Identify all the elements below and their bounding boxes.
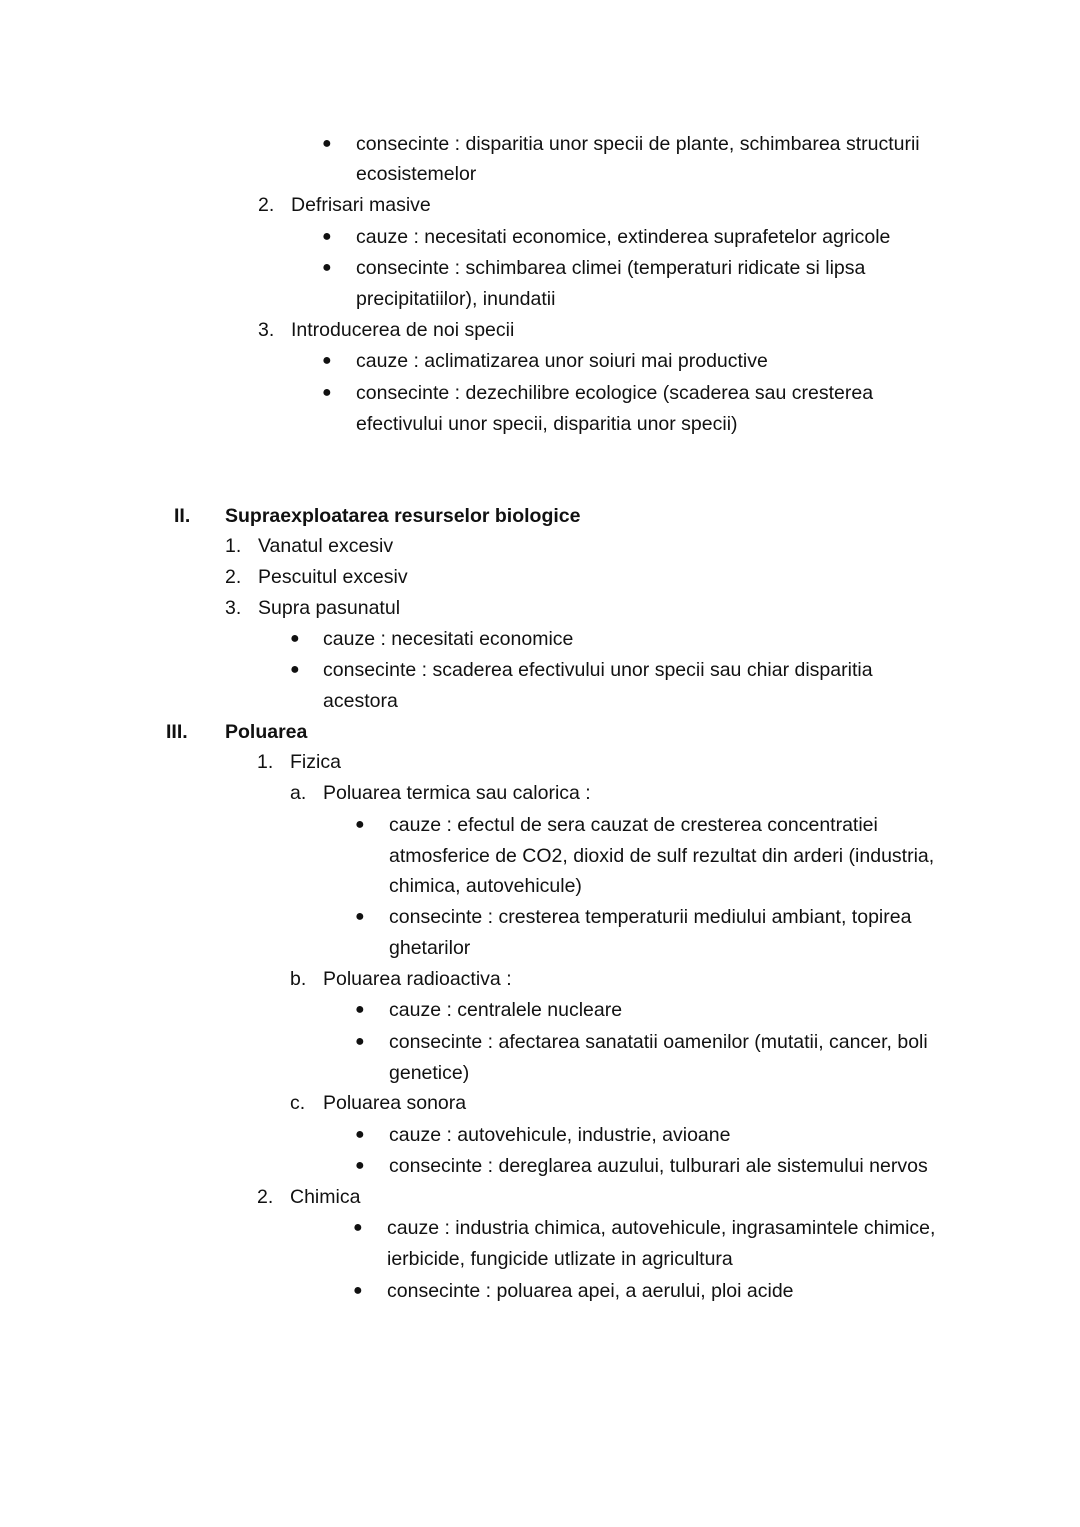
bullet-icon: ● — [355, 1033, 365, 1050]
cause-line: cauze : aclimatizarea unor soiuri mai productive — [356, 350, 768, 372]
section-title: Supraexploatarea resurselor biologice — [225, 505, 581, 527]
subitem-title: Poluarea sonora — [323, 1092, 467, 1114]
consequence-line: efectivului unor specii, disparitia unor specii) — [356, 413, 738, 435]
bullet-icon: ● — [290, 661, 300, 678]
cause-line: chimica, autovehicule) — [389, 875, 582, 897]
cause-line: cauze : centralele nucleare — [389, 999, 623, 1021]
bullet-icon: ● — [322, 259, 332, 276]
cause-line: cauze : necesitati economice, extinderea suprafetelor agricole — [356, 226, 891, 248]
cause-line: cauze : efectul de sera cauzat de cresterea concentratiei — [389, 814, 878, 836]
item-title: Introducerea de noi specii — [291, 319, 515, 341]
consequence-line: consecinte : cresterea temperaturii mediului ambiant, topirea — [389, 906, 912, 928]
bullet-icon: ● — [355, 816, 365, 833]
section-number: III. — [166, 721, 188, 743]
item-number: 2. — [257, 1186, 274, 1208]
consequence-line: consecinte : poluarea apei, a aerului, ploi acide — [387, 1280, 794, 1302]
subitem-title: Poluarea radioactiva : — [323, 968, 512, 990]
bullet-icon: ● — [355, 908, 365, 925]
bullet-icon: ● — [322, 135, 332, 152]
cause-line: cauze : necesitati economice — [323, 628, 574, 650]
bullet-icon: ● — [290, 630, 300, 647]
subitem-letter: c. — [290, 1092, 306, 1114]
item-title: Supra pasunatul — [258, 597, 401, 619]
item-title: Fizica — [290, 751, 341, 773]
bullet-icon: ● — [322, 384, 332, 401]
subitem-title: Poluarea termica sau calorica : — [323, 782, 591, 804]
item-title: Chimica — [290, 1186, 361, 1208]
consequence-line: consecinte : dereglarea auzului, tulburari ale sistemului nervos — [389, 1155, 928, 1177]
cause-line: atmosferice de CO2, dioxid de sulf rezultat din arderi (industria, — [389, 845, 935, 867]
item-number: 1. — [257, 751, 274, 773]
cause-line: cauze : industria chimica, autovehicule, ingrasamintele chimice, — [387, 1217, 936, 1239]
bullet-icon: ● — [355, 1126, 365, 1143]
bullet-icon: ● — [355, 1157, 365, 1174]
cause-line: ierbicide, fungicide utlizate in agricultura — [387, 1248, 733, 1270]
item-number: 2. — [225, 566, 242, 588]
consequence-line: consecinte : schimbarea climei (temperaturi ridicate si lipsa — [356, 257, 866, 279]
subitem-letter: a. — [290, 782, 307, 804]
consequence-line: consecinte : afectarea sanatatii oamenilor (mutatii, cancer, boli — [389, 1031, 928, 1053]
bullet-icon: ● — [355, 1001, 365, 1018]
bullet-icon: ● — [353, 1219, 363, 1236]
consequence-line: ghetarilor — [389, 937, 471, 959]
consequence-line: consecinte : dezechilibre ecologice (scaderea sau cresterea — [356, 382, 874, 404]
item-number: 3. — [225, 597, 242, 619]
subitem-letter: b. — [290, 968, 307, 990]
item-title: Pescuitul excesiv — [258, 566, 408, 588]
consequence-line: precipitatiilor), inundatii — [356, 288, 556, 310]
consequence-line: acestora — [323, 690, 398, 712]
consequence-line: genetice) — [389, 1062, 470, 1084]
consequence-line: consecinte : disparitia unor specii de plante, schimbarea structurii — [356, 133, 920, 155]
item-title: Defrisari masive — [291, 194, 431, 216]
section-number: II. — [174, 505, 191, 527]
cause-line: cauze : autovehicule, industrie, avioane — [389, 1124, 731, 1146]
section-title: Poluarea — [225, 721, 308, 743]
consequence-line: ecosistemelor — [356, 163, 477, 185]
item-title: Vanatul excesiv — [258, 535, 394, 557]
bullet-icon: ● — [353, 1282, 363, 1299]
bullet-icon: ● — [322, 352, 332, 369]
bullet-icon: ● — [322, 228, 332, 245]
item-number: 3. — [258, 319, 275, 341]
item-number: 1. — [225, 535, 242, 557]
item-number: 2. — [258, 194, 275, 216]
consequence-line: consecinte : scaderea efectivului unor specii sau chiar disparitia — [323, 659, 873, 681]
